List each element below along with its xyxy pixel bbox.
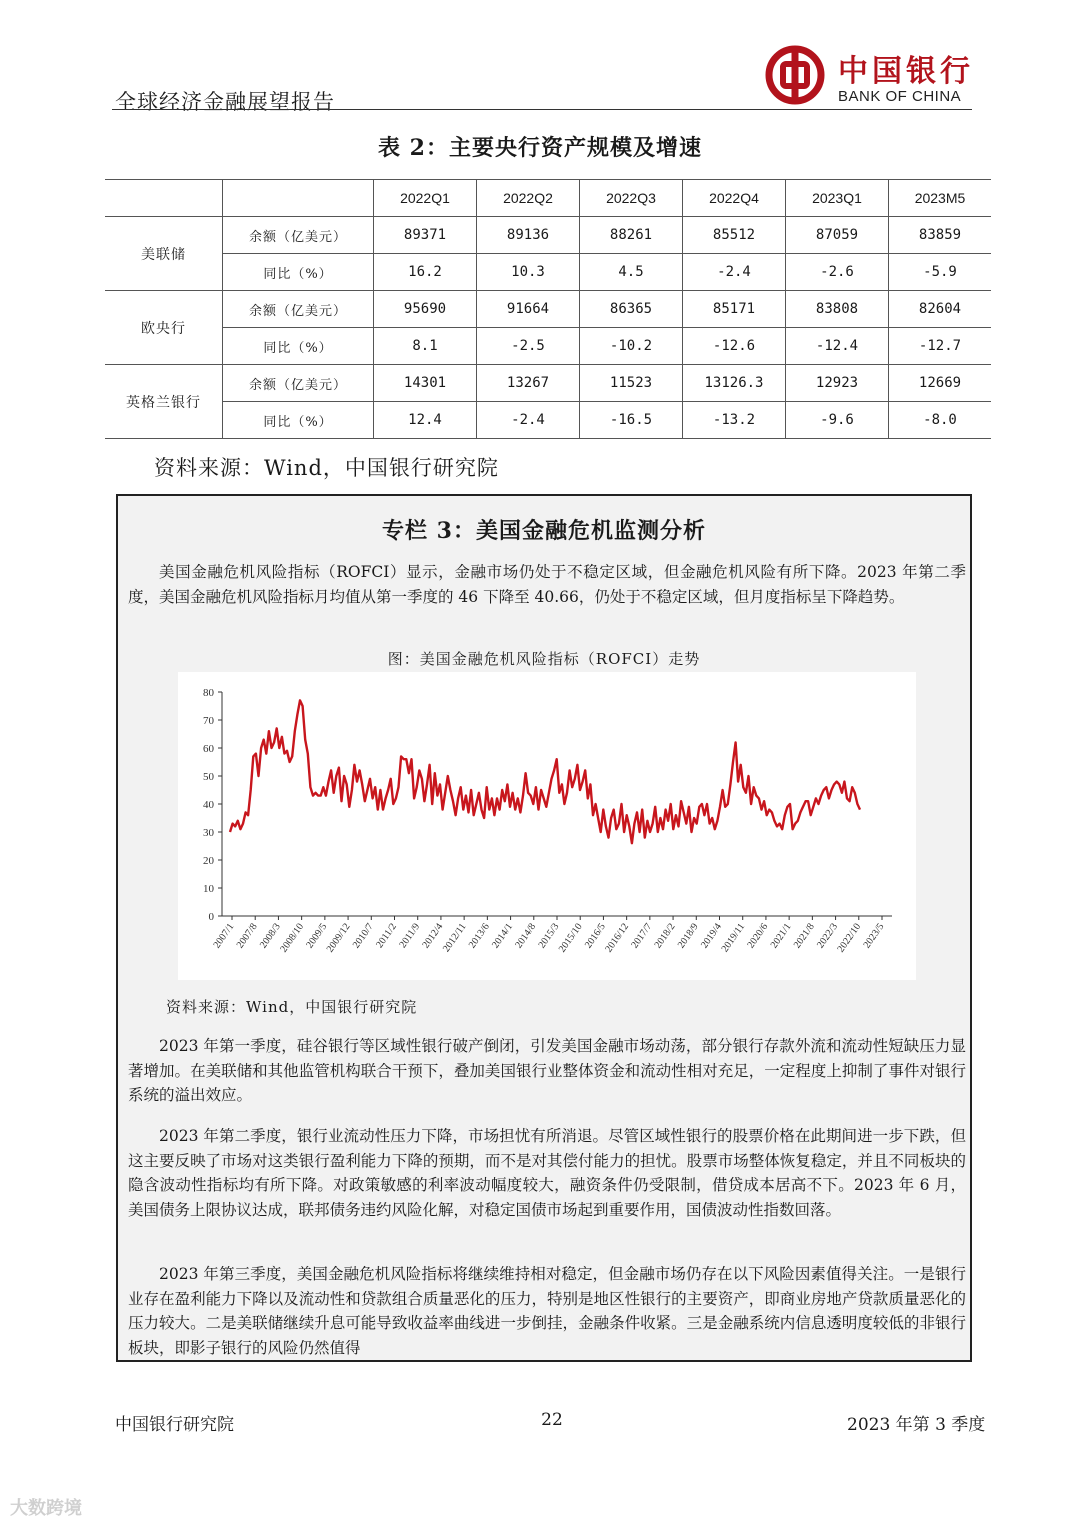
footer-org: 中国银行研究院 bbox=[115, 1415, 234, 1435]
x-tick-label: 2015/3 bbox=[536, 921, 562, 951]
table-cell: 4.5 bbox=[580, 254, 683, 291]
bank-name: 英格兰银行 bbox=[105, 365, 223, 439]
table-cell: 86365 bbox=[580, 291, 683, 328]
column-header: 2022Q2 bbox=[477, 180, 580, 217]
table-cell: -12.6 bbox=[683, 328, 786, 365]
metric-label: 同比（%） bbox=[223, 254, 374, 291]
table-cell: 95690 bbox=[374, 291, 477, 328]
table-cell: 11523 bbox=[580, 365, 683, 402]
table-cell: -2.4 bbox=[683, 254, 786, 291]
x-tick-label: 2023/5 bbox=[861, 921, 887, 951]
x-tick-label: 2007/8 bbox=[234, 921, 260, 951]
x-tick-label: 2007/1 bbox=[211, 921, 237, 951]
y-tick-label: 20 bbox=[203, 855, 214, 867]
x-tick-label: 2011/2 bbox=[374, 921, 399, 951]
table-caption: 表 2：主要央行资产规模及增速 bbox=[378, 135, 702, 161]
table-cell: 89136 bbox=[477, 217, 580, 254]
x-tick-label: 2019/4 bbox=[699, 921, 724, 951]
x-tick-label: 2008/3 bbox=[257, 921, 283, 951]
rofci-chart bbox=[178, 672, 916, 980]
column-header: 2023M5 bbox=[889, 180, 992, 217]
table-cell: 12923 bbox=[786, 365, 889, 402]
x-tick-label: 2017/7 bbox=[629, 921, 655, 951]
x-tick-label: 2012/4 bbox=[420, 921, 446, 951]
box-intro-paragraph: 美国金融危机风险指标（ROFCI）显示，金融市场仍处于不稳定区域，但金融危机风险有所下降。2023 年第二季度，美国金融危机风险指标月均值从第一季度的 46 下降至 40.66，仍处于不稳定区域，但月度指标呈下降趋势。 bbox=[128, 563, 966, 606]
x-tick-label: 2010/7 bbox=[350, 921, 376, 951]
bank-logo bbox=[764, 44, 974, 106]
report-title: 全球经济金融展望报告 bbox=[115, 90, 335, 114]
x-tick-label: 2014/8 bbox=[513, 921, 539, 951]
figure-source: 资料来源：Wind，中国银行研究院 bbox=[166, 998, 418, 1016]
table-cell: -12.4 bbox=[786, 328, 889, 365]
figure-caption: 图：美国金融危机风险指标（ROFCI）走势 bbox=[387, 650, 701, 668]
x-tick-label: 2016/12 bbox=[603, 921, 632, 955]
table-cell: 91664 bbox=[477, 291, 580, 328]
y-tick-label: 10 bbox=[203, 883, 214, 895]
table-cell: 16.2 bbox=[374, 254, 477, 291]
table-row bbox=[105, 328, 991, 365]
table-cell: 88261 bbox=[580, 217, 683, 254]
x-tick-label: 2021/8 bbox=[791, 921, 817, 951]
x-tick-label: 2013/6 bbox=[466, 921, 492, 951]
logo-chinese-name: 中国银行 bbox=[838, 54, 974, 89]
x-tick-label: 2020/6 bbox=[745, 921, 771, 951]
metric-label: 同比（%） bbox=[223, 402, 374, 439]
bank-name: 欧央行 bbox=[105, 291, 223, 365]
x-tick-label: 2011/9 bbox=[397, 921, 423, 951]
table-header-row bbox=[105, 180, 991, 217]
x-tick-label: 2022/3 bbox=[815, 921, 841, 951]
table-cell: 13267 bbox=[477, 365, 580, 402]
box-paragraph: 2023 年第三季度，美国金融危机风险指标将继续维持相对稳定，但金融市场仍存在以下风险因素值得关注。一是银行业存在盈利能力下降以及流动性和贷款组合质量恶化的压力，特别是地区性银行的主要资产，即商业房地产贷款质量恶化的压力较大。二是美联储继续升息可能导致收益率曲线进一步倒挂，金融条件收紧。三是金融系统内信息透明度较低的非银行板块，即影子银行的风险仍然值得 bbox=[128, 1265, 966, 1357]
table-cell: 8.1 bbox=[374, 328, 477, 365]
x-tick-label: 2019/11 bbox=[719, 921, 748, 955]
rofci-line-chart bbox=[178, 672, 916, 980]
table-row bbox=[105, 254, 991, 291]
table-cell: -2.4 bbox=[477, 402, 580, 439]
y-tick-label: 30 bbox=[203, 827, 214, 839]
x-tick-label: 2009/5 bbox=[304, 921, 330, 951]
table-cell: 12.4 bbox=[374, 402, 477, 439]
y-tick-label: 0 bbox=[208, 911, 214, 923]
table-cell: 83859 bbox=[889, 217, 992, 254]
bank-name: 美联储 bbox=[105, 217, 223, 291]
table-row bbox=[105, 291, 991, 328]
table-cell: -13.2 bbox=[683, 402, 786, 439]
y-tick-label: 40 bbox=[203, 799, 214, 811]
y-tick-label: 70 bbox=[203, 715, 214, 727]
column-header: 2022Q1 bbox=[374, 180, 477, 217]
table-cell: -9.6 bbox=[786, 402, 889, 439]
table-cell: 82604 bbox=[889, 291, 992, 328]
table-cell: 85171 bbox=[683, 291, 786, 328]
x-tick-label: 2022/10 bbox=[835, 921, 864, 955]
table-cell: 87059 bbox=[786, 217, 889, 254]
x-tick-label: 2016/5 bbox=[582, 921, 608, 951]
table-cell: -10.2 bbox=[580, 328, 683, 365]
table-cell: 89371 bbox=[374, 217, 477, 254]
central-bank-assets-table bbox=[105, 179, 991, 439]
table-cell: 14301 bbox=[374, 365, 477, 402]
header-blank-metric bbox=[223, 180, 374, 217]
x-tick-label: 2009/12 bbox=[324, 921, 353, 955]
table-row bbox=[105, 402, 991, 439]
column-header: 2022Q3 bbox=[580, 180, 683, 217]
table-cell: -16.5 bbox=[580, 402, 683, 439]
table-cell: 83808 bbox=[786, 291, 889, 328]
table-cell: -2.6 bbox=[786, 254, 889, 291]
box-paragraph: 2023 年第二季度，银行业流动性压力下降，市场担忧有所消退。尽管区域性银行的股票价格在此期间进一步下跌，但这主要反映了市场对这类银行盈利能力下降的预期，而不是对其偿付能力的担忧。股票市场整体恢复稳定，并且不同板块的隐含波动性指标均有所下降。对政策敏感的利率波动幅度较大，融资条件仍受限制，借贷成本居高不下。2023 年 6 月，美国债务上限协议达成，联邦债务违约风险化解，对稳定国债市场起到重要作用，国债波动性指数回落。 bbox=[128, 1127, 966, 1219]
x-tick-label: 2014/1 bbox=[490, 921, 516, 951]
box-title: 专栏 3：美国金融危机监测分析 bbox=[382, 518, 706, 544]
box-paragraph: 2023 年第一季度，硅谷银行等区域性银行破产倒闭，引发美国金融市场动荡，部分银行存款外流和流动性短缺压力显著增加。在美联储和其他监管机构联合干预下，叠加美国银行业整体资金和流动性相对充足，一定程度上抑制了事件对银行系统的溢出效应。 bbox=[128, 1037, 966, 1104]
metric-label: 余额（亿美元） bbox=[223, 365, 374, 402]
table-cell: 10.3 bbox=[477, 254, 580, 291]
table-cell: -12.7 bbox=[889, 328, 992, 365]
boc-emblem-icon bbox=[764, 44, 832, 106]
table-cell: 13126.3 bbox=[683, 365, 786, 402]
table-row bbox=[105, 217, 991, 254]
x-tick-label: 2012/11 bbox=[440, 921, 469, 955]
column-box bbox=[116, 494, 972, 1362]
metric-label: 同比（%） bbox=[223, 328, 374, 365]
page-number: 22 bbox=[541, 1410, 563, 1430]
x-tick-label: 2015/10 bbox=[556, 921, 585, 955]
table-source: 资料来源：Wind，中国银行研究院 bbox=[154, 456, 499, 480]
column-header: 2023Q1 bbox=[786, 180, 889, 217]
table-cell: -2.5 bbox=[477, 328, 580, 365]
logo-english-name: BANK OF CHINA bbox=[838, 88, 962, 105]
watermark: 大数跨境 bbox=[10, 1498, 82, 1519]
y-tick-label: 80 bbox=[203, 687, 214, 699]
table-cell: 85512 bbox=[683, 217, 786, 254]
header-rule bbox=[112, 109, 972, 110]
column-header: 2022Q4 bbox=[683, 180, 786, 217]
rofci-series-line bbox=[230, 700, 860, 843]
x-tick-label: 2008/10 bbox=[278, 921, 307, 955]
metric-label: 余额（亿美元） bbox=[223, 291, 374, 328]
y-tick-label: 60 bbox=[203, 743, 214, 755]
x-tick-label: 2018/9 bbox=[675, 921, 701, 951]
x-tick-label: 2018/2 bbox=[652, 921, 678, 951]
metric-label: 余额（亿美元） bbox=[223, 217, 374, 254]
table-cell: -8.0 bbox=[889, 402, 992, 439]
x-tick-label: 2021/1 bbox=[768, 921, 794, 951]
table-row bbox=[105, 365, 991, 402]
header-blank-bank bbox=[105, 180, 223, 217]
table-cell: -5.9 bbox=[889, 254, 992, 291]
table-cell: 12669 bbox=[889, 365, 992, 402]
footer-period: 2023 年第 3 季度 bbox=[847, 1415, 986, 1435]
y-tick-label: 50 bbox=[203, 771, 214, 783]
